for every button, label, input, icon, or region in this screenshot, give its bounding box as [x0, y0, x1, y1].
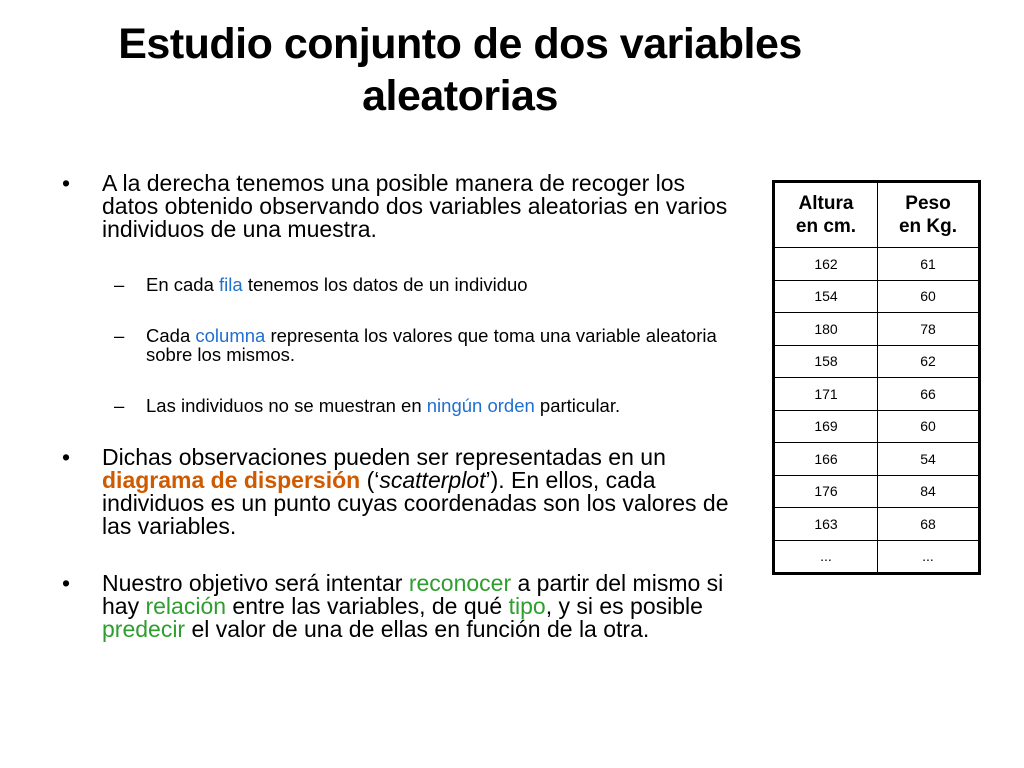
cell-peso: 68: [878, 508, 980, 541]
sub-bullet-text: Las individuos no se muestran en: [146, 395, 427, 416]
sub-bullet-marker: –: [114, 395, 125, 416]
highlight-relacion: relación: [145, 593, 227, 619]
slide-content: [62, 172, 742, 641]
bullet-text: , y si es posible: [545, 593, 703, 619]
header-line: en Kg.: [898, 216, 958, 237]
bullet-text: (‘: [360, 467, 380, 493]
table-row: [774, 443, 980, 476]
bullet-text: el valor de una de ellas en función de la otra.: [185, 616, 650, 642]
cell-altura: 154: [774, 280, 878, 313]
header-altura: [774, 182, 878, 248]
highlight-fila: fila: [219, 274, 243, 295]
cell-altura: 180: [774, 313, 878, 346]
cell-peso: 78: [878, 313, 980, 346]
sub-bullet-column: [62, 326, 742, 364]
bullet-text: ’). En ellos, cada individuos es un punto cuyas coordenadas son los valores de las variables.: [102, 467, 729, 539]
table-row: [774, 313, 980, 346]
sub-bullet-text: particular.: [534, 395, 621, 416]
bullet-objective: [62, 572, 742, 641]
table-row: [774, 540, 980, 574]
bullet-text: Dichas observaciones pueden ser representadas en un: [102, 444, 666, 470]
sub-bullet-text: representa los valores que toma una variable aleatoria sobre los mismos.: [146, 325, 717, 365]
bullet-text: A la derecha tenemos una posible manera de recoger los datos obtenido observando dos variables aleatorias en varios individuos de una muestra.: [102, 170, 728, 242]
header-line: Peso: [905, 193, 951, 214]
cell-altura: 162: [774, 248, 878, 281]
cell-peso: 66: [878, 378, 980, 411]
bullet-marker: •: [62, 170, 71, 196]
sub-bullet-row: [62, 275, 742, 294]
bullet-marker: •: [62, 444, 71, 470]
bullet-text: entre las variables, de qué: [226, 593, 509, 619]
table-row: [774, 280, 980, 313]
cell-altura: 169: [774, 410, 878, 443]
cell-altura: 176: [774, 475, 878, 508]
header-line: Altura: [798, 193, 854, 214]
highlight-ningun-orden: ningún orden: [426, 395, 535, 416]
height-weight-table: [772, 180, 981, 575]
table-row: [774, 475, 980, 508]
highlight-diagrama-dispersion: diagrama de dispersión: [102, 467, 361, 493]
cell-peso: 84: [878, 475, 980, 508]
cell-altura: 171: [774, 378, 878, 411]
cell-altura: 163: [774, 508, 878, 541]
sub-bullet-text: tenemos los datos de un individuo: [242, 274, 528, 295]
highlight-predecir: predecir: [102, 616, 186, 642]
sub-bullet-order: [62, 396, 742, 415]
title-line-2: aleatorias: [362, 72, 558, 120]
bullet-marker: •: [62, 570, 71, 596]
table-row: [774, 345, 980, 378]
header-peso: [878, 182, 980, 248]
highlight-reconocer: reconocer: [408, 570, 512, 596]
table-row: [774, 248, 980, 281]
table-row: [774, 508, 980, 541]
table-header-row: [774, 182, 980, 248]
cell-altura: 158: [774, 345, 878, 378]
header-line: en cm.: [795, 216, 857, 237]
title-line-1: Estudio conjunto de dos variables: [118, 20, 802, 68]
highlight-columna: columna: [195, 325, 266, 346]
cell-peso: 60: [878, 410, 980, 443]
bullet-scatterplot: [62, 446, 742, 538]
table-row: [774, 410, 980, 443]
cell-peso: ...: [878, 540, 980, 574]
sub-bullet-marker: –: [114, 325, 125, 346]
highlight-tipo: tipo: [508, 593, 546, 619]
cell-peso: 61: [878, 248, 980, 281]
cell-peso: 62: [878, 345, 980, 378]
cell-altura: ...: [774, 540, 878, 574]
bullet-data-layout: [62, 172, 742, 241]
bullet-text: Nuestro objetivo será intentar: [102, 570, 409, 596]
table-row: [774, 378, 980, 411]
sub-bullet-text: Cada: [146, 325, 196, 346]
cell-altura: 166: [774, 443, 878, 476]
cell-peso: 60: [878, 280, 980, 313]
cell-peso: 54: [878, 443, 980, 476]
bullet-text: a partir del mismo si hay: [102, 570, 724, 619]
sub-bullet-text: En cada: [146, 274, 220, 295]
sub-bullet-marker: –: [114, 274, 125, 295]
slide-title: [60, 18, 860, 122]
scatterplot-term: scatterplot: [379, 467, 486, 493]
